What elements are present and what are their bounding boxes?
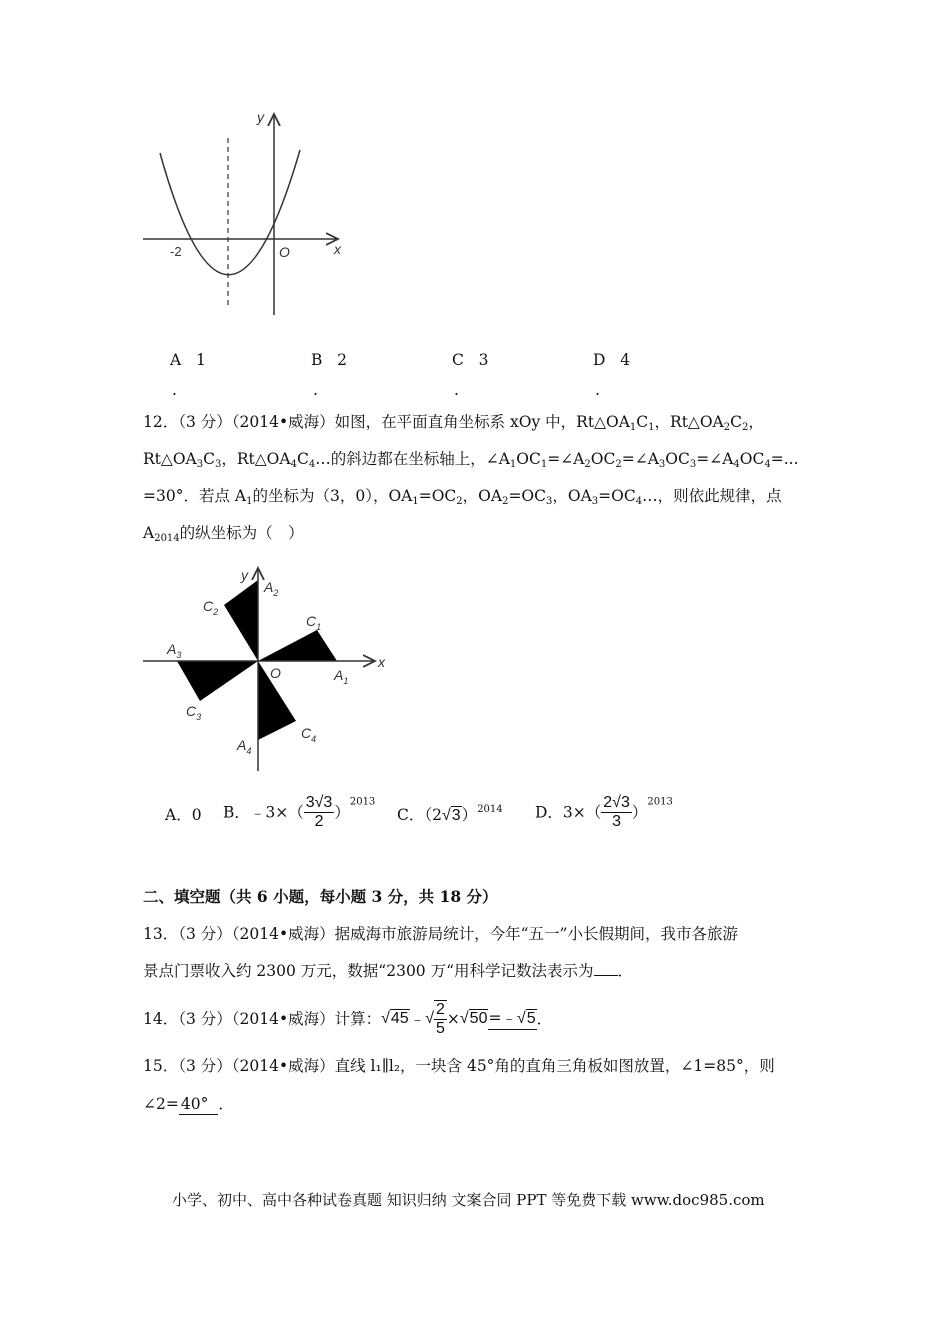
pinwheel-figure (140, 566, 390, 776)
graph-y-label: y (257, 109, 264, 125)
q15-answer: 40° (179, 1094, 218, 1115)
q13-line-1: 13．（3 分）（2014•威海）据威海市旅游局统计，今年“五一”小长假期间，我市各旅游 (143, 925, 738, 943)
q11-option-b[interactable]: B 2 (311, 351, 348, 369)
q12-option-b[interactable]: B．﹣3×（ $\frac{3√3}{2}$ ）$^{2013}$ (223, 794, 376, 830)
q12-line-1: 12．（3 分）（2014•威海）如图，在平面直角坐标系 xOy 中，$Rt\triangle OA_1C_1$，$Rt\triangle OA_2C_2$， (143, 413, 764, 433)
q11-option-d[interactable]: D 4 (593, 351, 631, 369)
q12-line-2: $Rt\triangle OA_3C_3$，$Rt\triangle OA_4C_4\dots$的斜边都在坐标轴上，$\angle A_1OC_1=\angle A_2OC_2=\angle A_3OC_3=\angle A_4OC_4=$... (143, 450, 799, 470)
graph-origin-label: O (279, 244, 290, 260)
q11-option-a[interactable]: A 1 (170, 351, 206, 369)
pin-y-label: y (241, 567, 248, 583)
graph-tick-neg2: -2 (170, 244, 182, 259)
pin-origin-label: O (270, 665, 281, 681)
pin-x-label: x (378, 654, 385, 670)
q11-option-c[interactable]: C 3 (452, 351, 489, 369)
q12-d-fraction: $\frac{2√3}{3}$ (603, 794, 630, 830)
parabola-graph (138, 108, 358, 323)
label-a4: $A_4$ (237, 737, 252, 756)
label-c3: $C_3$ (186, 703, 202, 722)
q15-line-2: ∠2= 40° ． (143, 1095, 234, 1113)
section-heading: 二、填空题（共 6 小题，每小题 3 分，共 18 分） (143, 887, 498, 906)
q12-line-3: =30°．若点 $A_1$的坐标为（3，0），$OA_1=OC_2$，$OA_2=OC_3$，$OA_3=OC_4\dots$，则依此规律，点 (143, 487, 782, 507)
q12-option-a[interactable]: A．0 (165, 806, 202, 824)
q14-line: 14．（3 分）（2014•威海）计算：√45﹣√ $\frac{2}{5}$ ×√50=﹣√5． (143, 1001, 553, 1037)
label-a3: $A_3$ (167, 641, 182, 660)
label-a1: $A_1$ (334, 667, 349, 686)
page-footer: 小学、初中、高中各种试卷真题 知识归纳 文案合同 PPT 等免费下载 www.doc985.com (172, 1191, 765, 1209)
label-c2: $C_2$ (203, 598, 219, 617)
q14-fraction: $\frac{2}{5}$ (435, 1001, 445, 1037)
q12-option-c[interactable]: C．$(2√3)^{2014}$ (397, 804, 503, 824)
label-c4: $C_4$ (301, 725, 317, 744)
label-c1: $C_1$ (306, 613, 322, 632)
q12-option-d[interactable]: D．3×（ $\frac{2√3}{3}$ ）$^{2013}$ (535, 794, 673, 830)
graph-x-label: x (334, 241, 341, 257)
label-a2: $A_2$ (264, 579, 279, 598)
q12-line-4: $A_{2014}$的纵坐标为（ ） (143, 524, 304, 544)
q13-answer-blank[interactable] (594, 961, 618, 976)
q13-line-2: 景点门票收入约 2300 万元，数据“2300 万“用科学记数法表示为 ． (143, 962, 634, 980)
q12-b-fraction: $\frac{3√3}{2}$ (305, 794, 333, 830)
triangle-oa3c3 (177, 661, 258, 701)
q11-option-d-dot: . (595, 381, 600, 399)
triangle-oa1c1 (258, 630, 337, 661)
q15-line-1: 15．（3 分）（2014•威海）直线 l₁∥l₂，一块含 45°角的直角三角板如图放置，∠1=85°，则 (143, 1057, 775, 1075)
q11-option-c-dot: . (454, 381, 459, 399)
triangle-oa2c2 (224, 580, 258, 661)
q11-option-b-dot: . (313, 381, 318, 399)
q11-option-a-dot: . (172, 381, 177, 399)
